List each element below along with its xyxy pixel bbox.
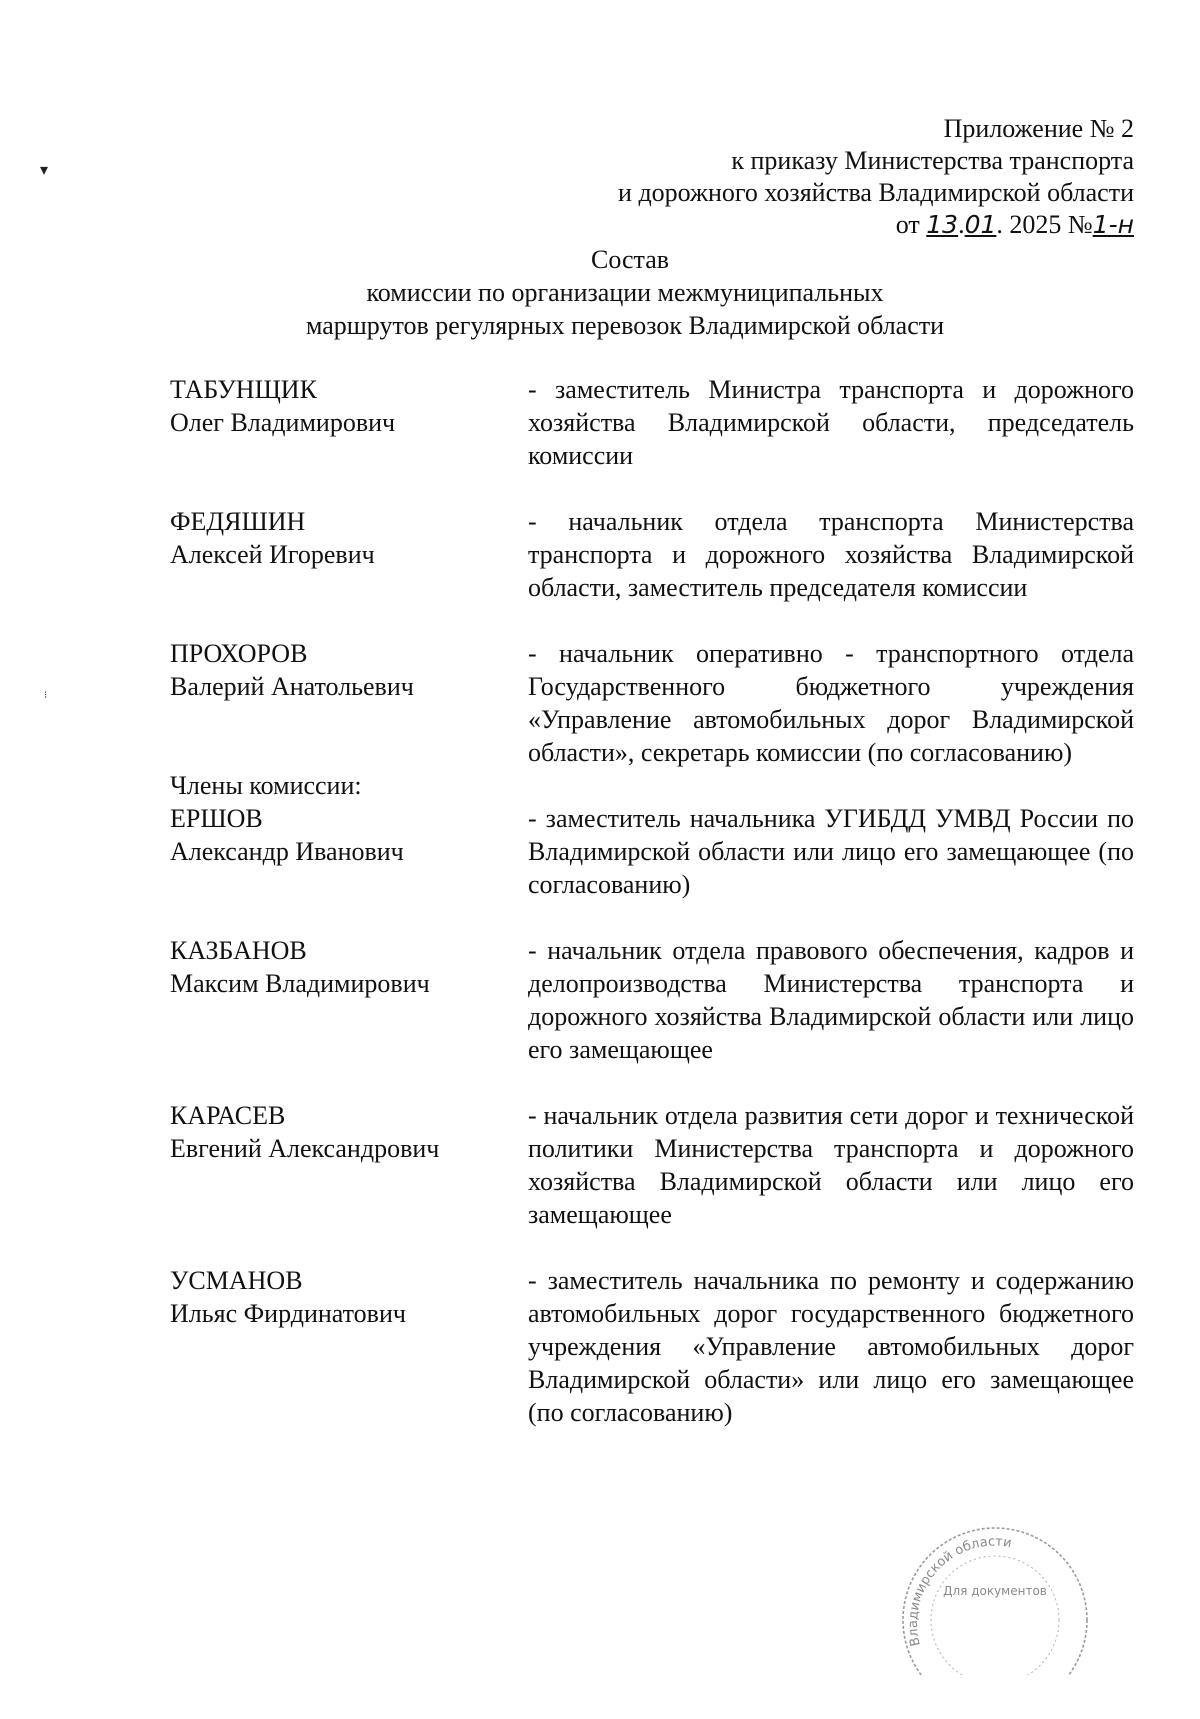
member-surname: ФЕДЯШИН — [170, 507, 306, 536]
member-entry — [170, 637, 1134, 769]
seal-inner-ring — [931, 1556, 1059, 1675]
member-given-names: Олег Владимирович — [170, 408, 396, 437]
member-role: - начальник оперативно - транспортного отдела Государственного бюджетного учреждения «Управление автомобильных дорог Владимирской области», секретарь комиссии (по согласованию) — [528, 639, 1134, 767]
member-role: - заместитель начальника по ремонту и содержанию автомобильных дорог государственного бюджетного учреждения «Управление автомобильных дорог Владимирской области» или лицо его замещающее (по согласованию) — [528, 1266, 1134, 1427]
ministry-name: и дорожного хозяйства Владимирской области — [618, 178, 1134, 207]
member-role: - заместитель Министра транспорта и дорожного хозяйства Владимирской области, председатель комиссии — [528, 375, 1134, 470]
leadership-list — [170, 373, 1134, 769]
seal-outer-ring — [903, 1528, 1087, 1675]
member-surname: ЕРШОВ — [170, 804, 263, 833]
order-date-line: от 13.01. 2025 №1-н — [895, 210, 1134, 239]
order-reference: к приказу Министерства транспорта — [731, 146, 1134, 175]
member-entry — [170, 1099, 1134, 1231]
entry-spacer — [170, 604, 1134, 637]
member-surname: ПРОХОРОВ — [170, 639, 308, 668]
member-given-names: Алексей Игоревич — [170, 540, 375, 569]
member-name — [170, 637, 528, 769]
official-seal — [880, 1525, 1110, 1675]
member-name — [170, 802, 528, 901]
member-entry — [170, 373, 1134, 472]
seal-center-text: Для документов — [943, 1584, 1047, 1598]
entry-spacer — [170, 901, 1134, 934]
document-title — [0, 243, 1200, 342]
handwritten-month: 01 — [964, 210, 997, 239]
member-name — [170, 1264, 528, 1429]
seal-ring-text: Владимирской области — [905, 1534, 1013, 1648]
member-entry — [170, 934, 1134, 1066]
member-surname: КАЗБАНОВ — [170, 936, 307, 965]
member-name — [170, 934, 528, 1066]
member-entry — [170, 802, 1134, 901]
entry-spacer — [170, 1066, 1134, 1099]
entry-spacer — [170, 472, 1134, 505]
title-line: Состав — [590, 245, 670, 274]
member-given-names: Евгений Александрович — [170, 1134, 440, 1163]
commission-members — [170, 373, 1134, 1429]
member-name — [170, 373, 528, 472]
title-line: маршрутов регулярных перевозок Владимирской области — [305, 311, 945, 340]
handwritten-day: 13 — [926, 210, 959, 239]
title-line: комиссии по организации межмуниципальных — [366, 278, 884, 307]
members-heading: Члены комиссии: — [170, 771, 362, 800]
member-role: - начальник отдела развития сети дорог и технической политики Министерства транспорта и дорожного хозяйства Владимирской области или лицо его замещающее — [528, 1101, 1134, 1229]
members-list — [170, 802, 1134, 1429]
member-name — [170, 505, 528, 604]
member-role: - начальник отдела правового обеспечения, кадров и делопроизводства Министерства транспорта и дорожного хозяйства Владимирской области или лицо его замещающее — [528, 936, 1134, 1064]
member-given-names: Максим Владимирович — [170, 969, 430, 998]
member-entry — [170, 505, 1134, 604]
member-given-names: Александр Иванович — [170, 837, 404, 866]
appendix-number: Приложение № 2 — [943, 114, 1134, 143]
appendix-header — [618, 113, 1134, 241]
member-name — [170, 1099, 528, 1231]
member-surname: УСМАНОВ — [170, 1266, 303, 1295]
member-role: - начальник отдела транспорта Министерства транспорта и дорожного хозяйства Владимирской области, заместитель председателя комиссии — [528, 507, 1134, 602]
entry-spacer — [170, 1231, 1134, 1264]
member-given-names: Ильяс Фирдинатович — [170, 1299, 406, 1328]
handwritten-order-number: 1-н — [1092, 210, 1134, 239]
member-given-names: Валерий Анатольевич — [170, 672, 414, 701]
member-entry — [170, 1264, 1134, 1429]
member-surname: КАРАСЕВ — [170, 1101, 286, 1130]
order-year: 2025 — [1009, 210, 1062, 239]
scan-mark: ▾ — [40, 162, 49, 179]
scan-mark: ⁝ — [44, 690, 48, 701]
member-surname: ТАБУНЩИК — [170, 375, 317, 404]
member-role: - заместитель начальника УГИБДД УМВД России по Владимирской области или лицо его замещающее (по согласованию) — [528, 804, 1134, 899]
